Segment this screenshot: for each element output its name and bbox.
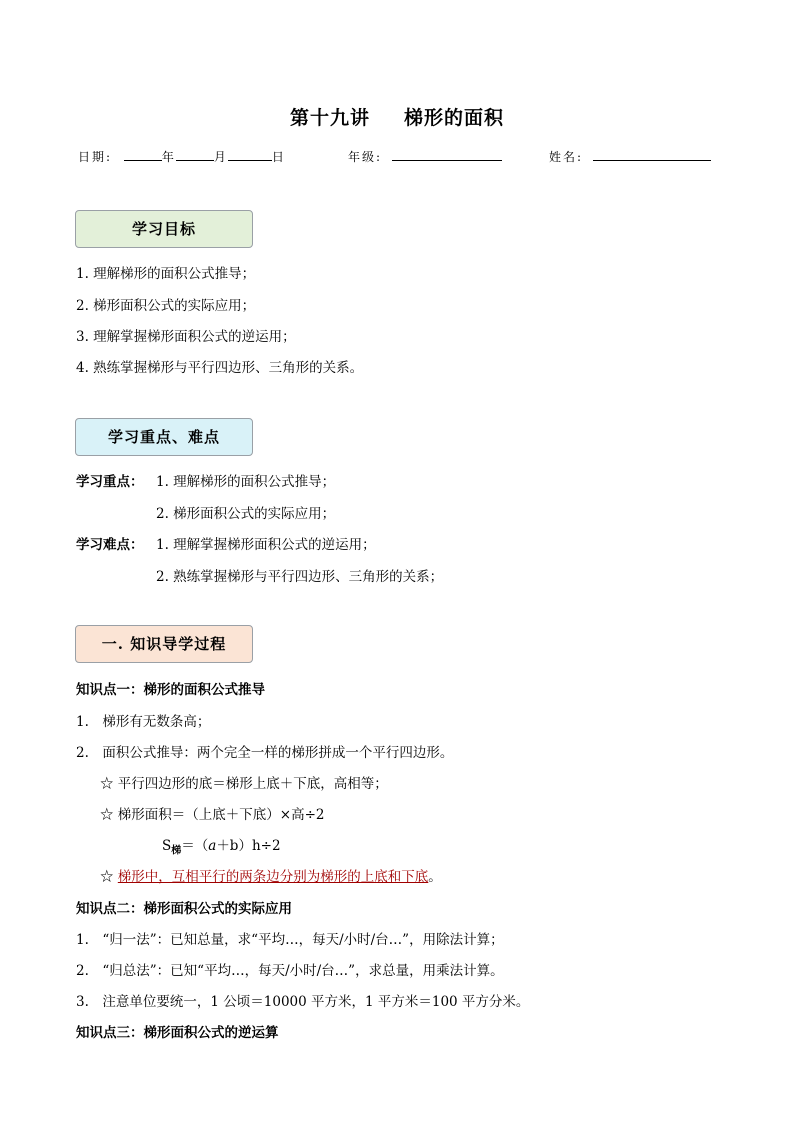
key-item-1: 1. 理解梯形的面积公式推导； [156,474,336,490]
section-header-knowledge: 一. 知识导学过程 [75,625,253,663]
day-blank[interactable] [228,148,272,161]
section-header-goals: 学习目标 [75,210,253,248]
period: 。 [428,869,442,885]
kp2-item-1: 1. “归一法”：已知总量，求“平均…，每天/小时/台…”，用除法计算； [76,932,504,948]
kp2-item-2: 2. “归总法”：已知“平均…，每天/小时/台…”，求总量，用乘法计算。 [76,963,504,979]
grade-blank[interactable] [392,148,502,161]
name-label: 姓名: [549,150,584,164]
highlighted-definition: 梯形中，互相平行的两条边分别为梯形的上底和下底 [117,869,429,885]
goal-item-4: 4. 熟练掌握梯形与平行四边形、三角形的关系。 [76,360,364,376]
key-points-label: 学习重点： [76,474,144,490]
year-blank[interactable] [124,148,162,161]
lesson-topic: 梯形的面积 [404,107,505,129]
kp1-item-1: 1. 梯形有无数条高； [76,714,211,730]
kp2-title: 知识点二：梯形面积公式的实际应用 [76,901,292,917]
key-item-2: 2. 梯形面积公式的实际应用； [156,506,336,522]
grade-label: 年级: [348,150,383,164]
formula-subscript: 梯 [171,845,182,857]
formula-eq: ＝（ [181,838,209,854]
date-field [78,148,286,165]
kp1-star-1: ☆ 平行四边形的底＝梯形上底＋下底，高相等； [100,776,388,792]
formula-s: S [162,838,172,854]
lesson-number: 第十九讲 [289,107,370,129]
goal-item-1: 1. 理解梯形的面积公式推导； [76,266,256,282]
grade-field [348,148,502,165]
kp1-star-3 [100,865,442,885]
formula-a: a [208,838,217,854]
name-blank[interactable] [593,148,711,161]
year-label: 年 [161,150,176,164]
difficult-item-2: 2. 熟练掌握梯形与平行四边形、三角形的关系； [156,569,444,585]
section-header-key-points: 学习重点、难点 [75,418,253,456]
kp2-item-3: 3. 注意单位要统一，1 公顷＝10000 平方米，1 平方米＝100 平方分米。 [76,994,530,1010]
kp1-item-2: 2. 面积公式推导：两个完全一样的梯形拼成一个平行四边形。 [76,745,454,761]
formula-rest: ＋b）h÷2 [216,838,281,854]
kp3-title: 知识点三：梯形面积公式的逆运算 [76,1025,279,1041]
day-label: 日 [271,150,286,164]
date-label: 日期: [78,150,113,164]
difficult-points-label: 学习难点： [76,537,144,553]
goal-item-3: 3. 理解掌握梯形面积公式的逆运用； [76,329,296,345]
trapezoid-formula [162,834,281,857]
star-icon: ☆ [100,869,118,885]
difficult-item-1: 1. 理解掌握梯形面积公式的逆运用； [156,537,376,553]
name-field [549,148,711,165]
month-blank[interactable] [176,148,214,161]
page-title [0,103,794,130]
kp1-title: 知识点一：梯形的面积公式推导 [76,682,265,698]
kp1-star-2: ☆ 梯形面积＝（上底＋下底）×高÷2 [100,807,325,823]
month-label: 月 [213,150,228,164]
goal-item-2: 2. 梯形面积公式的实际应用； [76,298,256,314]
